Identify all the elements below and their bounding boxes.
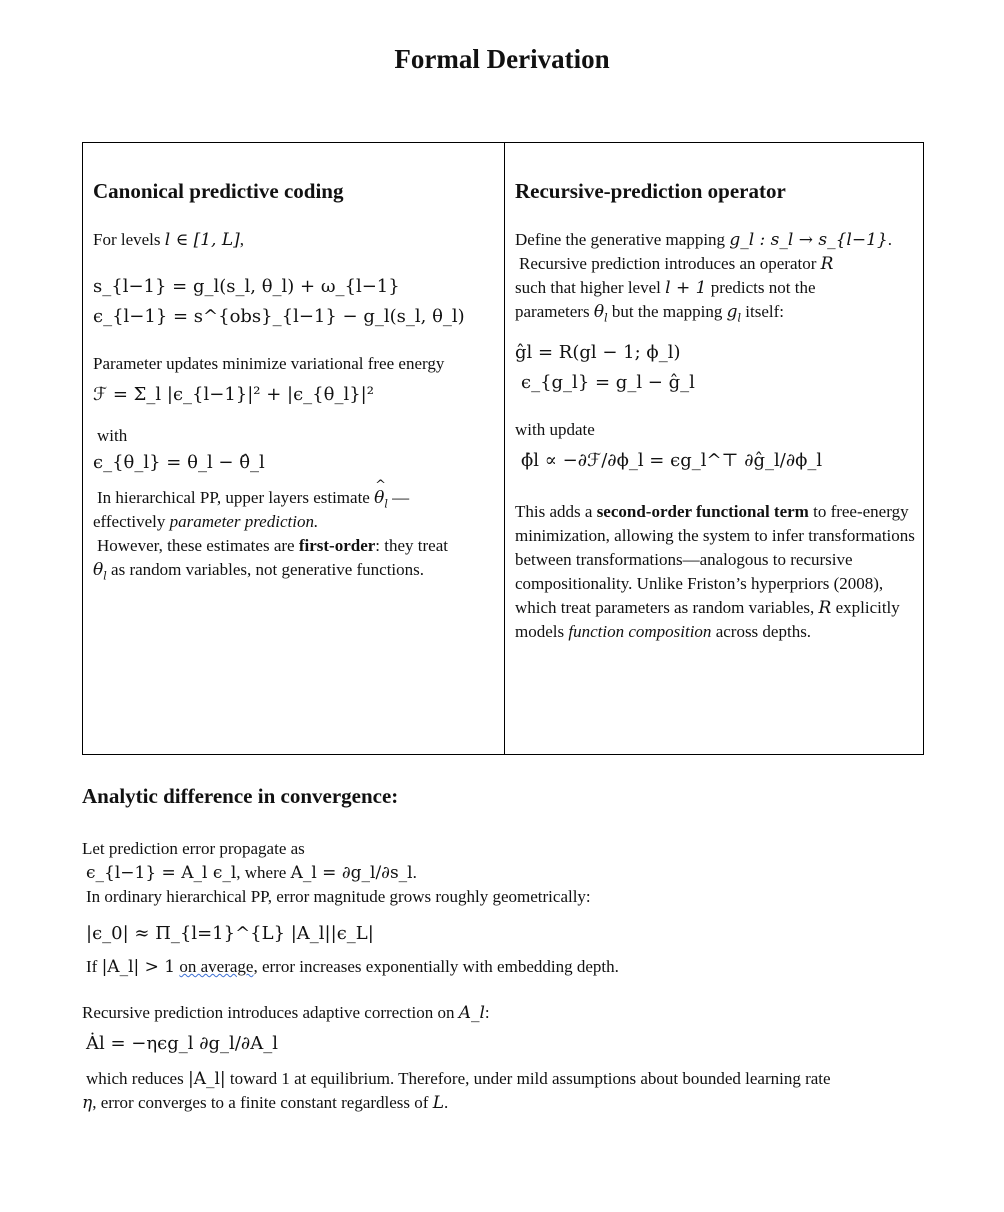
reduces-text: which reduces bbox=[86, 1069, 184, 1088]
a-symbol: A_l bbox=[458, 1003, 485, 1023]
hierarchical-text bbox=[93, 486, 496, 510]
parameters-line bbox=[515, 300, 915, 324]
convergence-heading: Analytic difference in convergence: bbox=[82, 784, 399, 808]
with-text: with bbox=[97, 426, 128, 445]
state-equation: s_{l−1} = g_l(s_l, θ_l) + ω_{l−1} bbox=[93, 276, 400, 297]
hier-dash: — bbox=[392, 488, 410, 507]
where-text: , where bbox=[236, 863, 287, 882]
hier-text-1: In hierarchical PP, upper layers estimate bbox=[97, 488, 370, 507]
convergence-section bbox=[82, 784, 942, 1115]
effectively-text: effectively bbox=[93, 512, 166, 531]
parameter-prediction-term: parameter prediction. bbox=[169, 512, 319, 531]
page-title: Formal Derivation bbox=[394, 44, 610, 74]
operator-symbol-2: R bbox=[818, 598, 832, 618]
ghat-equation: ĝl = R(gl − 1; ϕ_l) bbox=[515, 342, 681, 363]
itself-text: itself: bbox=[745, 302, 784, 321]
with-update-text: with update bbox=[515, 420, 595, 439]
let-text: Let prediction error propagate as bbox=[82, 839, 305, 858]
canonical-heading: Canonical predictive coding bbox=[93, 179, 344, 203]
converges-text: , error converges to a finite constant regardless of bbox=[92, 1093, 429, 1112]
random-variables-line bbox=[93, 558, 496, 582]
update-equation: ϕ̇l ∝ −∂ℱ/∂ϕ_l = ϵg_l^⊤ ∂ĝ_l/∂ϕ_l bbox=[521, 450, 823, 471]
converges-line: η, error converges to a finite constant regardless of L. bbox=[82, 1093, 449, 1113]
ordinary-text: In ordinary hierarchical PP, error magnitude grows roughly geometrically: bbox=[86, 887, 591, 906]
if-line bbox=[82, 955, 942, 979]
levels-math: l ∈ [1, L] bbox=[164, 230, 240, 250]
theta-symbol: $\theta_l$ bbox=[93, 560, 107, 583]
second-order-term: second-order functional term bbox=[596, 502, 809, 521]
product-equation: |ϵ_0| ≈ Π_{l=1}^{L} |A_l||ϵ_L| bbox=[86, 923, 374, 944]
effectively-line bbox=[93, 510, 496, 534]
recursive-intro-line bbox=[515, 252, 915, 276]
function-composition-term: function composition bbox=[568, 622, 712, 641]
recursive-intro-text: Recursive prediction introduces an operator bbox=[519, 254, 817, 273]
abs-a-math: |A_l| bbox=[187, 1069, 226, 1089]
propagation-equation: ϵ_{l−1} = A_l ϵ_l bbox=[86, 863, 237, 883]
levels-prefix: For levels bbox=[93, 230, 161, 249]
higher-level-text: such that higher level bbox=[515, 278, 661, 297]
reduces-line bbox=[82, 1067, 942, 1091]
define-text: Define the generative mapping bbox=[515, 230, 726, 249]
a-definition: A_l = ∂g_l/∂s_l bbox=[290, 863, 413, 883]
g-symbol: $g_l$ bbox=[726, 302, 742, 325]
free-energy-equation: ℱ = Σ_l |ϵ_{l−1}|² + |ϵ_{θ_l}|² bbox=[93, 384, 374, 405]
if-rest-text: , error increases exponentially with embedding depth. bbox=[253, 957, 619, 976]
level-math: l + 1 bbox=[665, 278, 707, 298]
levels-line bbox=[93, 228, 496, 252]
higher-level-line bbox=[515, 276, 915, 300]
random-variables-text: as random variables, not generative functions. bbox=[111, 560, 425, 579]
recursive-heading: Recursive-prediction operator bbox=[515, 179, 786, 203]
l-symbol: L bbox=[432, 1093, 444, 1113]
a-dot-equation: Ȧl = −ηϵg_l ∂g_l/∂A_l bbox=[86, 1033, 278, 1054]
canonical-column bbox=[83, 143, 504, 754]
reduces-text-2: toward 1 at equilibrium. Therefore, under mild assumptions about bounded learning rate bbox=[229, 1069, 831, 1088]
param-update-text: Parameter updates minimize variational free energy bbox=[93, 354, 445, 373]
levels-suffix: , bbox=[239, 230, 245, 249]
adds-text-2: to free-energy minimization, allowing the system to infer transformations between transformations—analogous to recursive compositionality. Unlike Friston’s hyperpriors (2008), which treat parameters as random variables, bbox=[515, 502, 915, 617]
recursive-correction-line: Recursive prediction introduces adaptive correction on A_l: bbox=[82, 1003, 490, 1023]
depths-text: across depths. bbox=[715, 622, 812, 641]
eta-symbol: η bbox=[82, 1093, 93, 1113]
however-text: However, these estimates are bbox=[97, 536, 295, 555]
first-order-term: first-order bbox=[298, 536, 376, 555]
theta-symbol-right: $\theta_l$ bbox=[593, 302, 608, 325]
if-math: |A_l| > 1 bbox=[101, 957, 176, 977]
mapping-text: but the mapping bbox=[611, 302, 723, 321]
recursive-column bbox=[504, 143, 923, 754]
however-text-2: : they treat bbox=[375, 536, 448, 555]
error-equation: ϵ_{l−1} = s^{obs}_{l−1} − g_l(s_l, θ_l) bbox=[93, 306, 465, 327]
explicitly-text: explicitly models bbox=[515, 598, 900, 641]
recursive-correction-text: Recursive prediction introduces adaptive correction on bbox=[82, 1003, 455, 1022]
however-line bbox=[93, 534, 496, 558]
parameters-text: parameters bbox=[515, 302, 590, 321]
if-text: If bbox=[86, 957, 98, 976]
on-average-text: on average bbox=[179, 957, 254, 976]
mapping-math: g_l : s_l → s_{l−1} bbox=[729, 230, 888, 250]
second-order-paragraph bbox=[515, 500, 915, 644]
predicts-text: predicts not the bbox=[710, 278, 816, 297]
theta-error-equation: ϵ_{θ_l} = θ_l − θ̂_l bbox=[93, 452, 265, 473]
propagation-line: ϵ_{l−1} = A_l ϵ_l, where A_l = ∂g_l/∂s_l. bbox=[86, 863, 417, 883]
derivation-table bbox=[82, 142, 924, 755]
g-error-equation: ϵ_{g_l} = g_l − ĝ_l bbox=[521, 372, 695, 393]
theta-hat-symbol: ^ $\theta_l$ bbox=[374, 486, 388, 510]
adds-text: This adds a bbox=[515, 502, 593, 521]
operator-symbol: R bbox=[820, 254, 834, 274]
define-line: Define the generative mapping g_l : s_l → s_{l−1}. bbox=[515, 230, 892, 250]
